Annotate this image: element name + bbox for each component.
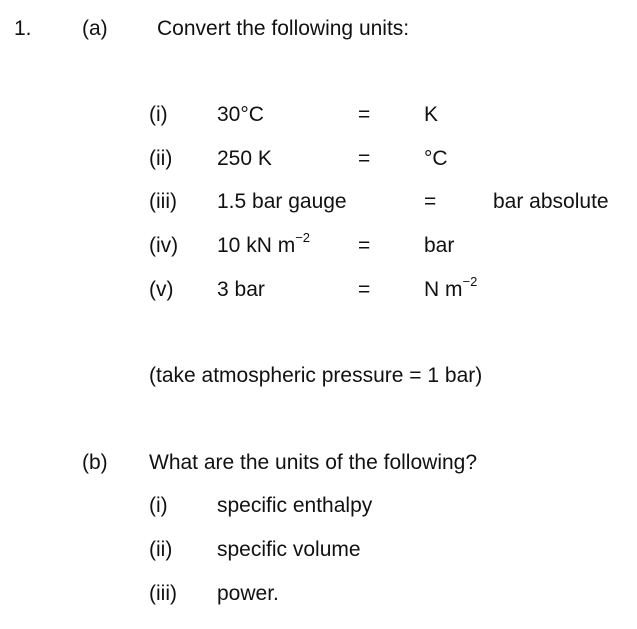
question-number: 1. (14, 17, 32, 40)
part-a-label: (a) (82, 17, 108, 40)
part-a-item-4-left-exponent: −2 (295, 230, 311, 245)
part-b-item-3-text: power. (217, 582, 279, 605)
part-b-item-2-text: specific volume (217, 538, 361, 561)
part-a-item-5-right: N m (424, 278, 463, 301)
part-a-note: (take atmospheric pressure = 1 bar) (149, 364, 483, 387)
part-a-item-2-number: (ii) (149, 147, 173, 170)
part-a-item-2-equals: = (358, 147, 371, 170)
part-b-item-1-number: (i) (149, 494, 168, 517)
part-a-item-5-number: (v) (149, 278, 174, 301)
part-a-item-3-left: 1.5 bar gauge (217, 190, 347, 213)
part-a-item-5-right-wrap (424, 274, 478, 302)
part-b-label: (b) (82, 451, 108, 474)
part-a-item-1-left: 30°C (217, 103, 264, 126)
part-a-item-3-number: (iii) (149, 190, 177, 213)
part-a-item-4-left-wrap (217, 230, 311, 258)
part-a-item-4-equals: = (358, 234, 371, 257)
part-a-item-2-right: °C (424, 147, 448, 170)
part-a-item-4-left: 10 kN m (217, 234, 296, 257)
part-a-item-1-equals: = (358, 103, 371, 126)
part-a-item-4-number: (iv) (149, 234, 179, 257)
part-a-item-5-left: 3 bar (217, 278, 265, 301)
part-a-item-4-right: bar (424, 234, 455, 257)
part-a-item-1-right: K (424, 103, 439, 126)
part-a-item-1-number: (i) (149, 103, 168, 126)
part-b-item-3-number: (iii) (149, 582, 177, 605)
part-b-item-2-number: (ii) (149, 538, 173, 561)
part-a-item-5-equals: = (358, 278, 371, 301)
part-b-heading: What are the units of the following? (149, 451, 478, 474)
part-a-item-3-equals: = (424, 190, 437, 213)
part-a-item-2-left: 250 K (217, 147, 272, 170)
part-a-item-3-right: bar absolute (493, 190, 609, 213)
part-a-heading: Convert the following units: (157, 17, 410, 40)
part-b-item-1-text: specific enthalpy (217, 494, 373, 517)
part-a-item-5-right-exponent: −2 (462, 274, 478, 289)
